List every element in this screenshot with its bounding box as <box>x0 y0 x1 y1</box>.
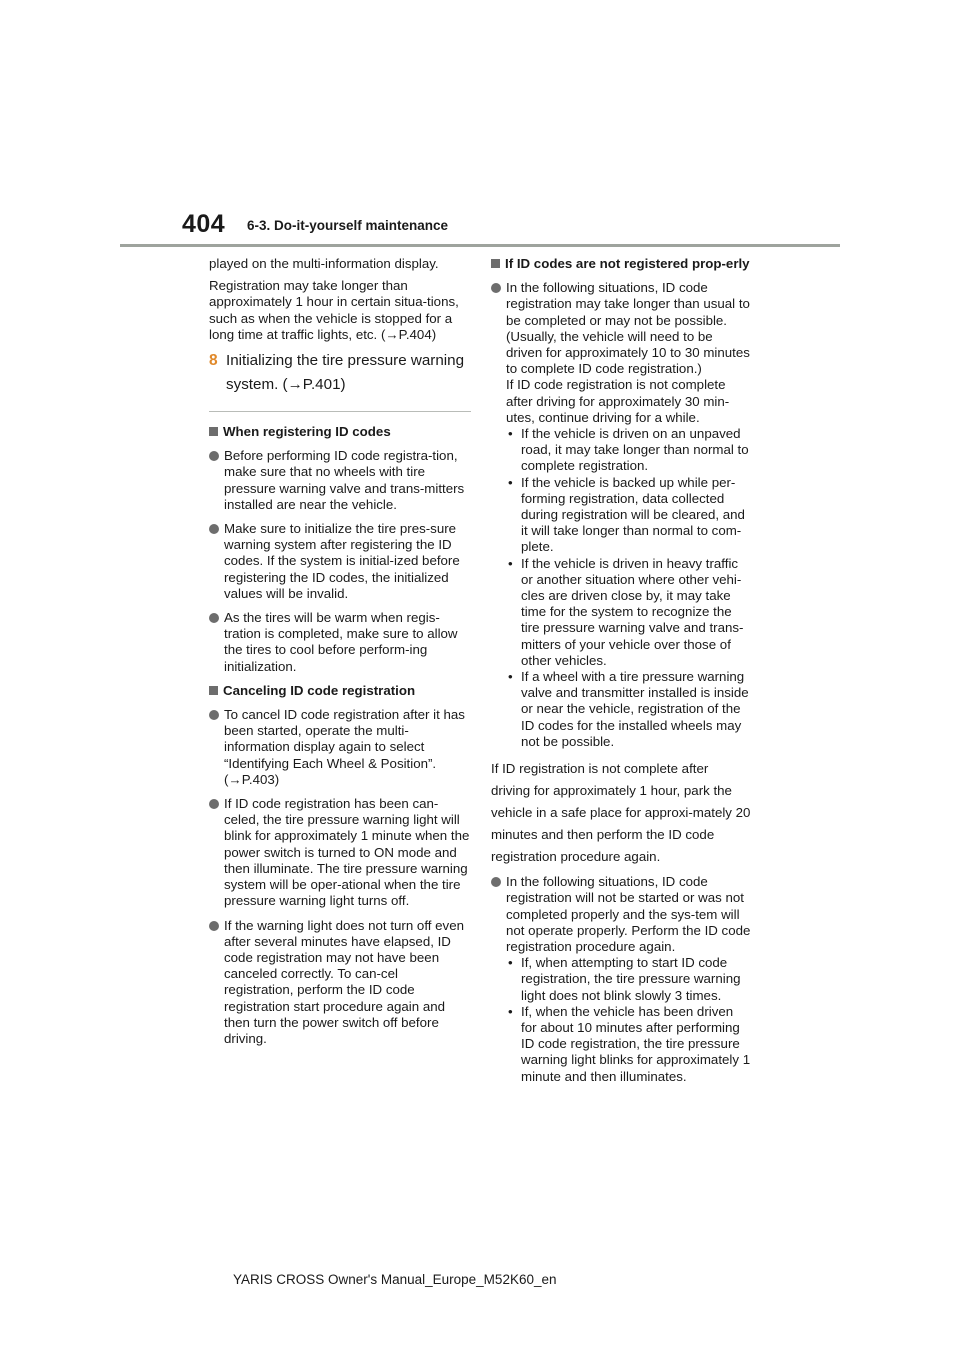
round-bullet-icon <box>209 451 219 461</box>
round-bullet-icon <box>209 613 219 623</box>
sub-item-text: If the vehicle is backed up while per-forming registration, data collected during registration will be cleared, and it will take longer than normal to com-plete. <box>521 474 745 555</box>
sub-item <box>506 1004 751 1085</box>
round-bullet-icon <box>209 710 219 720</box>
dot-icon: • <box>508 669 513 685</box>
sub-item <box>506 669 751 750</box>
list-item-text: Before performing ID code registra-tion, make sure that no wheels with tire pressure warning valve and trans-mitters installed are near the vehicle. <box>224 448 465 512</box>
left-column <box>209 256 471 1055</box>
dot-icon: • <box>508 1003 513 1019</box>
dot-icon: • <box>508 955 513 971</box>
paragraph: Registration may take longer than approximately 1 hour in certain situa-tions, such as when the vehicle is stopped for a long time at traffic lights, etc. (→P.404) <box>209 278 459 342</box>
sub-item-text: If, when attempting to start ID code registration, the tire pressure warning light does not blink slowly 3 times. <box>521 955 741 1003</box>
heading-text: If ID codes are not registered prop-erly <box>505 256 750 271</box>
round-bullet-icon <box>491 877 501 887</box>
sub-item-text: If the vehicle is driven in heavy traffic or another situation where other vehi-cles are driven close by, it may take time for the system to recognize the tire pressure warning valve and trans-mitters of your vehicle over those of other vehicles. <box>521 555 744 668</box>
list-item-text: If the warning light does not turn off even after several minutes have elapsed, ID code registration may not have been canceled correctly. To can-cel registration, perform the ID code registration start procedure again and then turn the power switch off before driving. <box>224 917 464 1046</box>
paragraph: played on the multi-information display. <box>209 256 439 271</box>
list-item-text: In the following situations, ID code registration may take longer than usual to be completed or may not be possible. (Usually, the vehicle will need to be driven for approximately 10 to 30 minutes to complete ID code registration.) <box>506 280 750 377</box>
page-number: 404 <box>182 210 226 238</box>
list-item-text: As the tires will be warm when regis-tration is completed, make sure to allow the tires to cool before perform-ing initialization. <box>224 610 458 674</box>
list-item-text: If ID code registration is not complete after driving for approximately 30 min-utes, continue driving for a while. <box>506 377 730 425</box>
round-bullet-icon <box>209 921 219 931</box>
section-heading <box>209 424 471 440</box>
list-item-text: Make sure to initialize the tire pres-sure warning system after registering the ID codes. If the system is initial-ized before registering the ID codes, the initialized values will be invalid. <box>224 521 460 601</box>
list-item <box>209 796 471 909</box>
round-bullet-icon <box>209 524 219 534</box>
square-bullet-icon <box>209 427 218 436</box>
sub-item-text: If a wheel with a tire pressure warning valve and transmitter installed is inside or near the vehicle, registration of the ID codes for the installed wheels may not be possible. <box>521 669 749 749</box>
step-text: Initializing the tire pressure warning system. (→P.401) <box>226 352 465 394</box>
sub-item <box>506 426 751 475</box>
list-item <box>491 280 751 750</box>
paragraph: If ID registration is not complete after driving for approximately 1 hour, park the vehicle in a safe place for approxi-mately 20 minutes and then perform the ID code registration procedure again. <box>491 761 751 865</box>
sub-item <box>506 475 751 556</box>
list-item-body <box>506 280 751 750</box>
list-item-body <box>506 874 751 1085</box>
step-number: 8 <box>209 352 218 370</box>
list-item <box>209 707 471 788</box>
footer-text: YARIS CROSS Owner's Manual_Europe_M52K60_en <box>233 1272 557 1287</box>
square-bullet-icon <box>491 259 500 268</box>
list-item-text: If ID code registration has been can-celed, the tire pressure warning light will blink for approximately 1 minute when the power switch is turned to ON mode and then illuminate. The tire pressure warning system will be oper-ational when the tire pressure warning light turns off. <box>224 796 470 909</box>
list-item <box>209 610 471 675</box>
round-bullet-icon <box>491 283 501 293</box>
divider <box>209 411 471 412</box>
dot-icon: • <box>508 426 513 442</box>
list-item <box>491 874 751 1085</box>
list-item <box>209 521 471 602</box>
heading-text: When registering ID codes <box>223 424 391 440</box>
sub-item-text: If the vehicle is driven on an unpaved road, it may take longer than normal to complete registration. <box>521 426 749 474</box>
sub-item <box>506 556 751 669</box>
right-column <box>491 256 751 1093</box>
step-8 <box>209 349 471 397</box>
list-item-text: In the following situations, ID code registration will not be started or was not completed properly and the sys-tem will not operate properly. Perform the ID code registration procedure again. <box>506 874 751 954</box>
sub-item-text: If, when the vehicle has been driven for about 10 minutes after performing ID code registration, the tire pressure warning light blinks for approximately 1 minute and then illuminates. <box>521 1003 751 1084</box>
square-bullet-icon <box>209 686 218 695</box>
sub-item <box>506 955 751 1004</box>
list-item <box>209 918 471 1048</box>
section-title: 6-3. Do-it-yourself maintenance <box>247 218 449 233</box>
dot-icon: • <box>508 555 513 571</box>
round-bullet-icon <box>209 799 219 809</box>
list-item-text: To cancel ID code registration after it has been started, operate the multi-information display again to select “Identifying Each Wheel & Position”. (→P.403) <box>224 707 465 787</box>
list-item <box>209 448 471 513</box>
heading-text: Canceling ID code registration <box>223 682 416 698</box>
section-heading <box>209 683 471 699</box>
section-heading <box>491 256 751 272</box>
header-rule <box>120 244 840 247</box>
dot-icon: • <box>508 474 513 490</box>
